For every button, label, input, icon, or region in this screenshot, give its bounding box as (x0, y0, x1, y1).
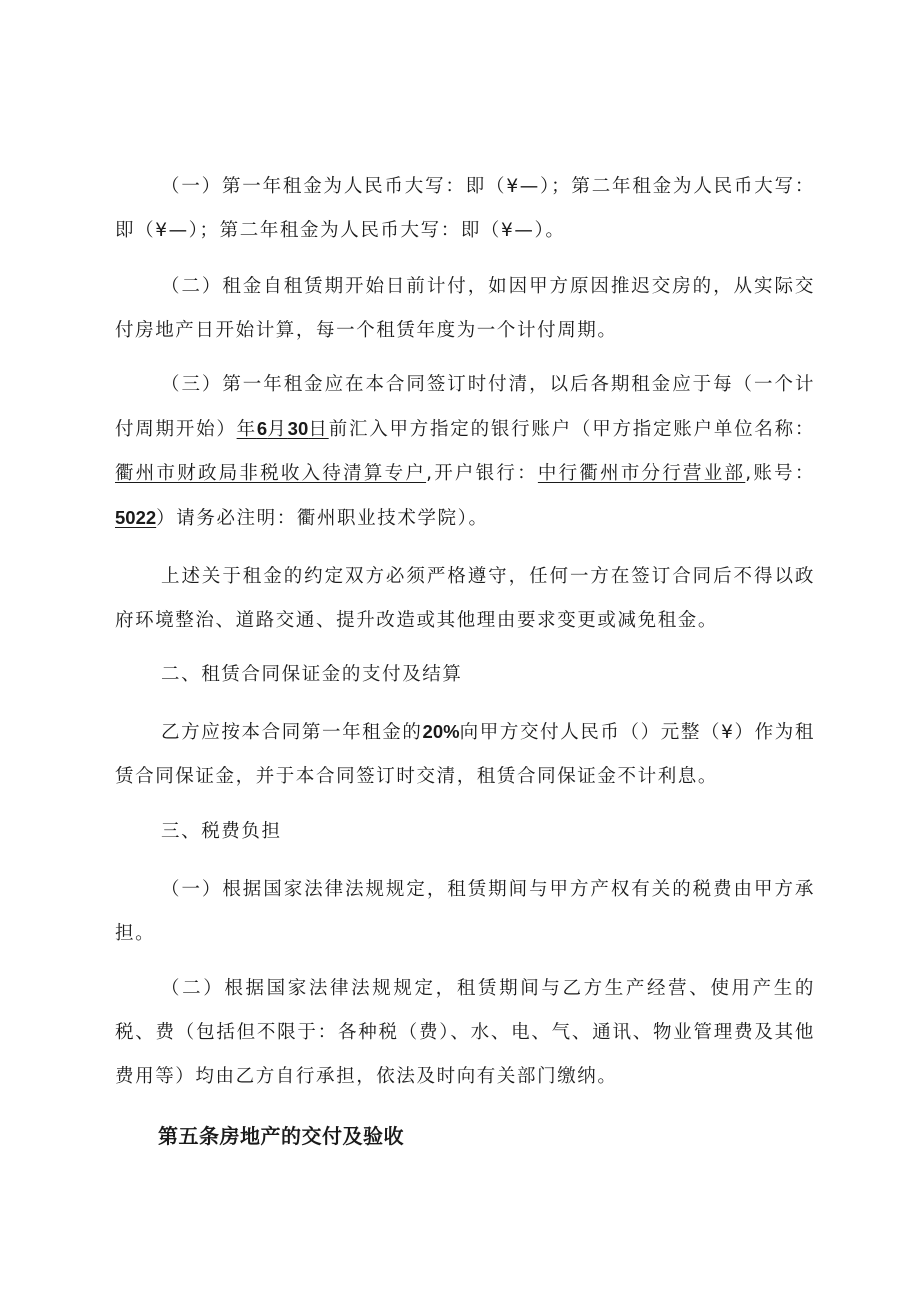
rent-item-2: （二）租金自租赁期开始日前计付，如因甲方原因推迟交房的，从实际交付房地产日开始计算，每一个租赁年度为一个计付周期。 (115, 276, 815, 341)
payment-date (237, 419, 329, 440)
rent-item-3-text-1: （三）第一年租金应在本合同签订时付清，以后各期租金应于每（一个计付周期开始） (115, 374, 815, 440)
tax-heading: 三、税费负担 (161, 821, 282, 842)
deposit-paragraph (115, 710, 815, 799)
account-number: 5022 (115, 507, 157, 528)
rent-item-3-text-3: ,开户银行： (426, 463, 538, 484)
payment-month: 6 (256, 418, 268, 439)
rent-item-3-text-5: ）请务必注明：衢州职业技术学院）。 (156, 508, 489, 529)
payment-day-label: 日 (308, 419, 329, 440)
tax-item-1: （一）根据国家法律法规规定，租赁期间与甲方产权有关的税费由甲方承担。 (115, 879, 815, 944)
article-5-heading: 第五条房地产的交付及验收 (158, 1124, 404, 1148)
payment-year-label: 年 (236, 419, 257, 440)
payment-month-label: 月 (267, 419, 288, 440)
deposit-text-1: 乙方应按本合同第一年租金的 (161, 722, 423, 743)
account-name: 衢州市财政局非税收入待清算专户 (115, 463, 427, 484)
tax-item-2: （二）根据国家法律法规规定，租赁期间与乙方生产经营、使用产生的税、费（包括但不限于：各种税（费）、水、电、气、通讯、物业管理费及其他费用等）均由乙方自行承担，依法及时向有关部门缴纳。 (115, 978, 815, 1087)
rent-item-3-text-4: ,账号： (745, 463, 815, 484)
bank-name: 中行衢州市分行营业部 (537, 463, 746, 484)
deposit-heading: 二、租赁合同保证金的支付及结算 (161, 664, 463, 685)
deposit-text-2: 向甲方交付人民币（）元整（¥）作为租赁合同保证金，并于本合同签订时交清，租赁合同保证金不计利息。 (115, 722, 815, 787)
rent-item-3-text-2: 前汇入甲方指定的银行账户（甲方指定账户单位名称： (328, 419, 816, 440)
rent-item-1: （一）第一年租金为人民币大写：即（¥—）；第二年租金为人民币大写：即（¥—）；第二年租金为人民币大写：即（¥—）。 (115, 176, 815, 241)
deposit-percent: 20% (422, 721, 460, 742)
payment-day: 30 (287, 418, 309, 439)
rent-item-3 (115, 363, 815, 541)
rent-note: 上述关于租金的约定双方必须严格遵守，任何一方在签订合同后不得以政府环境整治、道路交通、提升改造或其他理由要求变更或减免租金。 (115, 566, 815, 631)
